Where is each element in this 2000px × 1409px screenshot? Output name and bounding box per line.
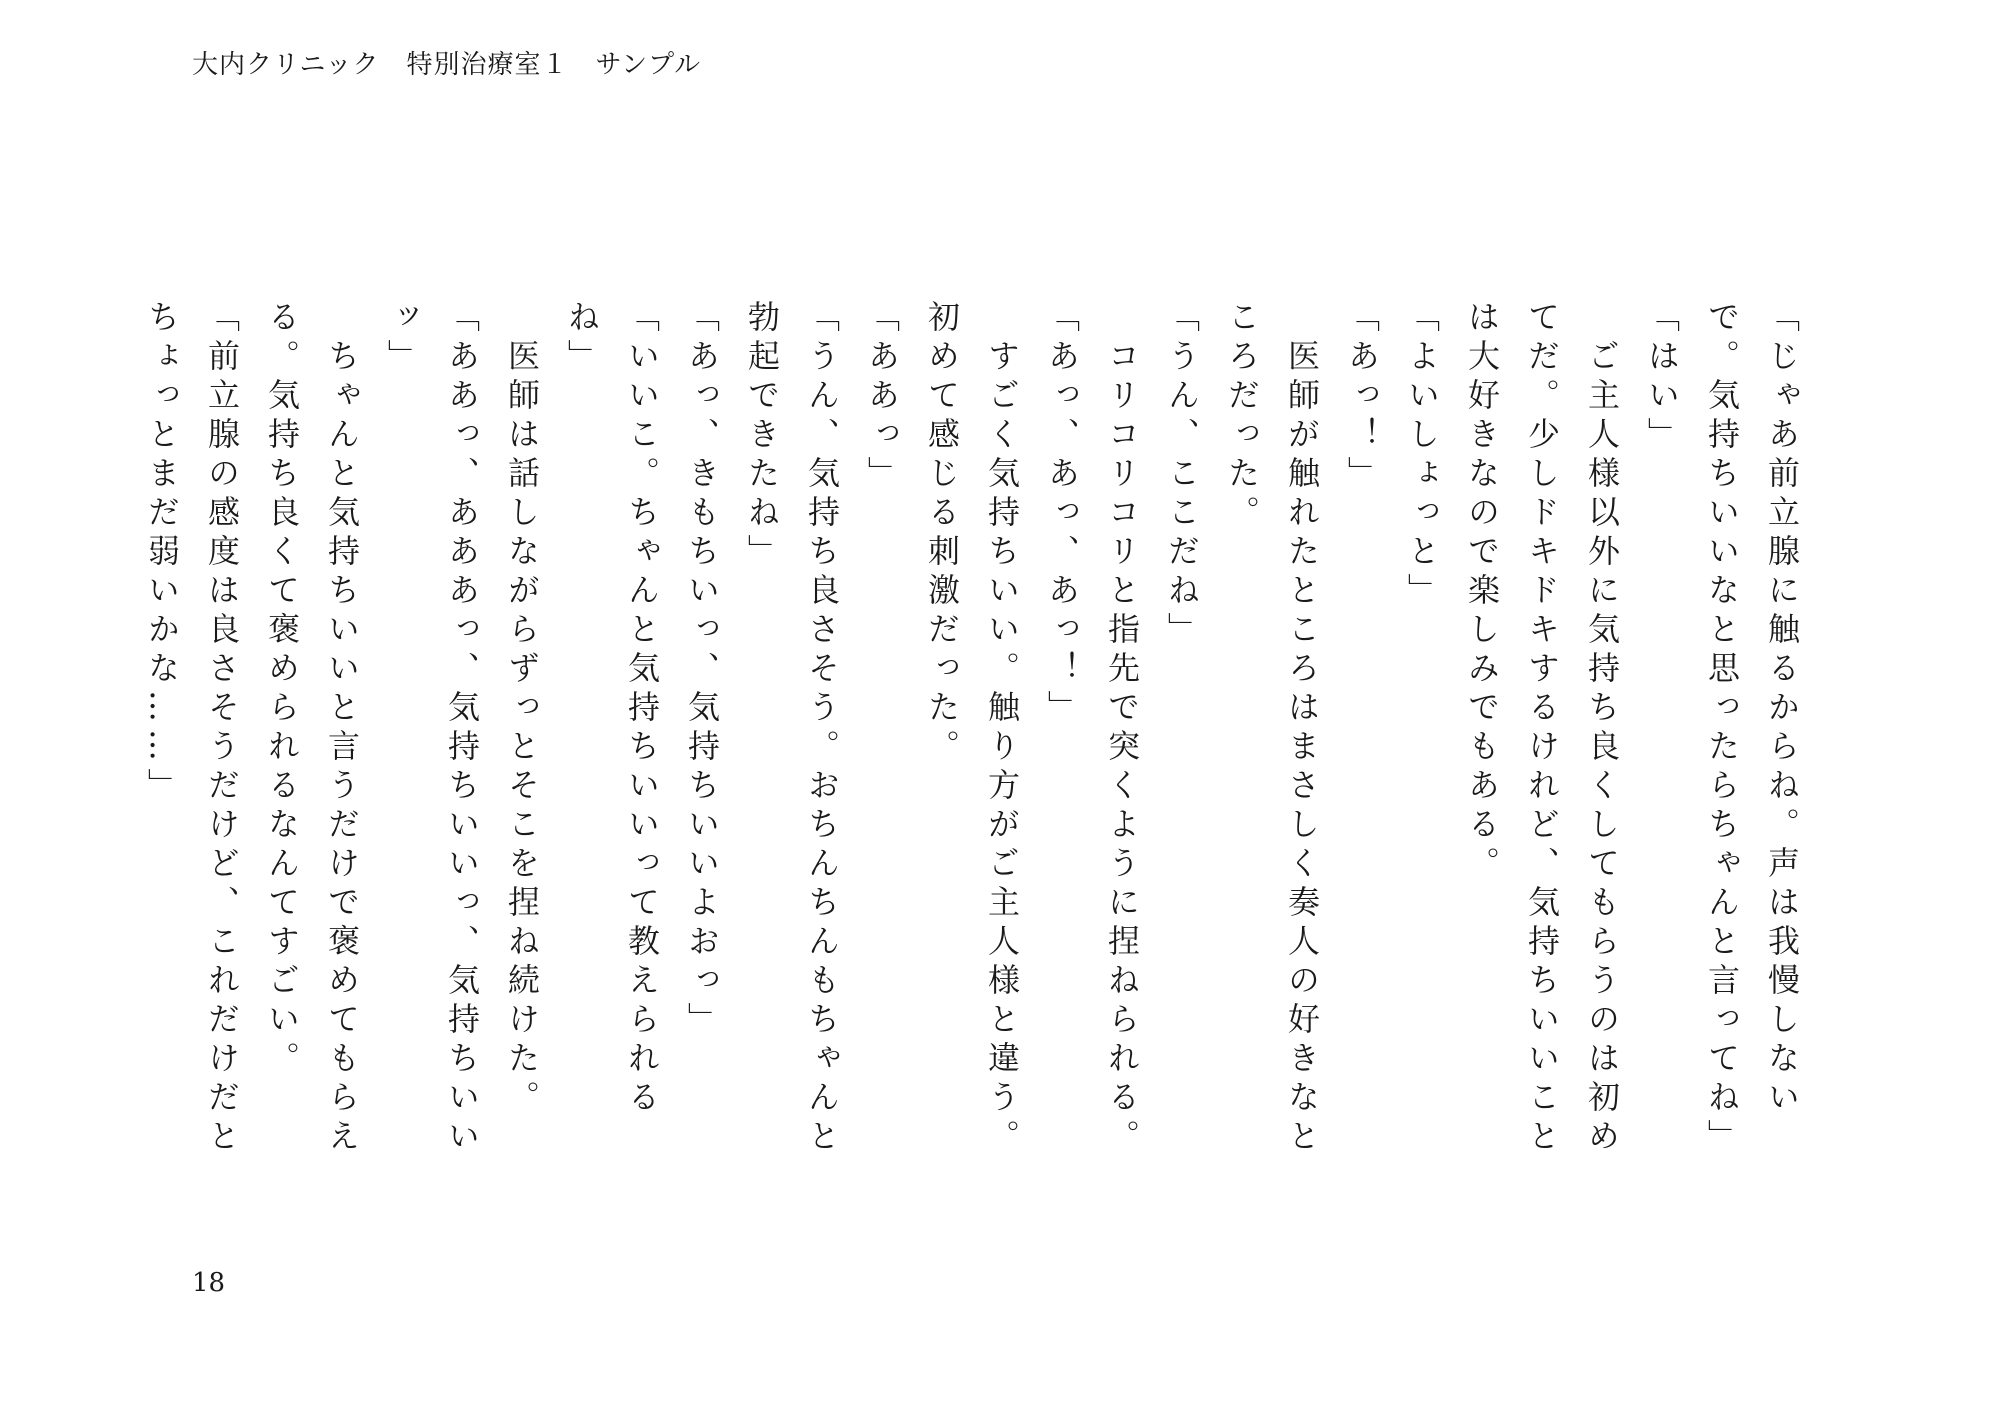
paragraph: 「あっ！」 [1343, 300, 1381, 495]
page-number: 18 [192, 1268, 226, 1298]
paragraph: ちゃんと気持ちいいと言うだけで褒めてもらえる。気持ち良くて褒められるなんてすごい。 [263, 300, 361, 1158]
paragraph: 「ああっ」 [863, 300, 901, 495]
paragraph: 「前立腺の感度は良さそうだけど、これだけだとちょっとまだ弱いかな……」 [143, 300, 241, 1158]
paragraph: 「うん、ここだね」 [1163, 300, 1201, 651]
paragraph: 医師は話しながらずっとそこを捏ね続けた。 [503, 300, 541, 1119]
paragraph: 「はい」 [1643, 300, 1681, 456]
paragraph: コリコリコリと指先で突くように捏ねられる。 [1103, 300, 1141, 1158]
running-header: 大内クリニック 特別治療室１ サンプル [192, 50, 702, 80]
paragraph: 「じゃあ前立腺に触るからね。声は我慢しないで。気持ちいいなと思ったらちゃんと言ってね」 [1703, 300, 1801, 1158]
paragraph: すごく気持ちいい。触り方がご主人様と違う。初めて感じる刺激だった。 [923, 300, 1021, 1158]
paragraph: 「ああっ、あああっ、気持ちいいっ、気持ちいいッ」 [383, 300, 481, 1158]
paragraph: 「いいこ。ちゃんと気持ちいいって教えられるね」 [563, 300, 661, 1119]
paragraph: 「うん、気持ち良さそう。おちんちんもちゃんと勃起できたね」 [743, 300, 841, 1158]
paragraph: 「あっ、きもちいっ、気持ちいいよおっ」 [683, 300, 721, 1041]
paragraph: 医師が触れたところはまさしく奏人の好きなところだった。 [1223, 300, 1321, 1158]
paragraph: ご主人様以外に気持ち良くしてもらうのは初めてだ。少しドキドキするけれど、気持ちいいことは大好きなので楽しみでもある。 [1463, 300, 1621, 1158]
paragraph: 「よいしょっと」 [1403, 300, 1441, 612]
paragraph: 「あっ、あっ、あっ！」 [1043, 300, 1081, 729]
body-text [143, 300, 1812, 1160]
